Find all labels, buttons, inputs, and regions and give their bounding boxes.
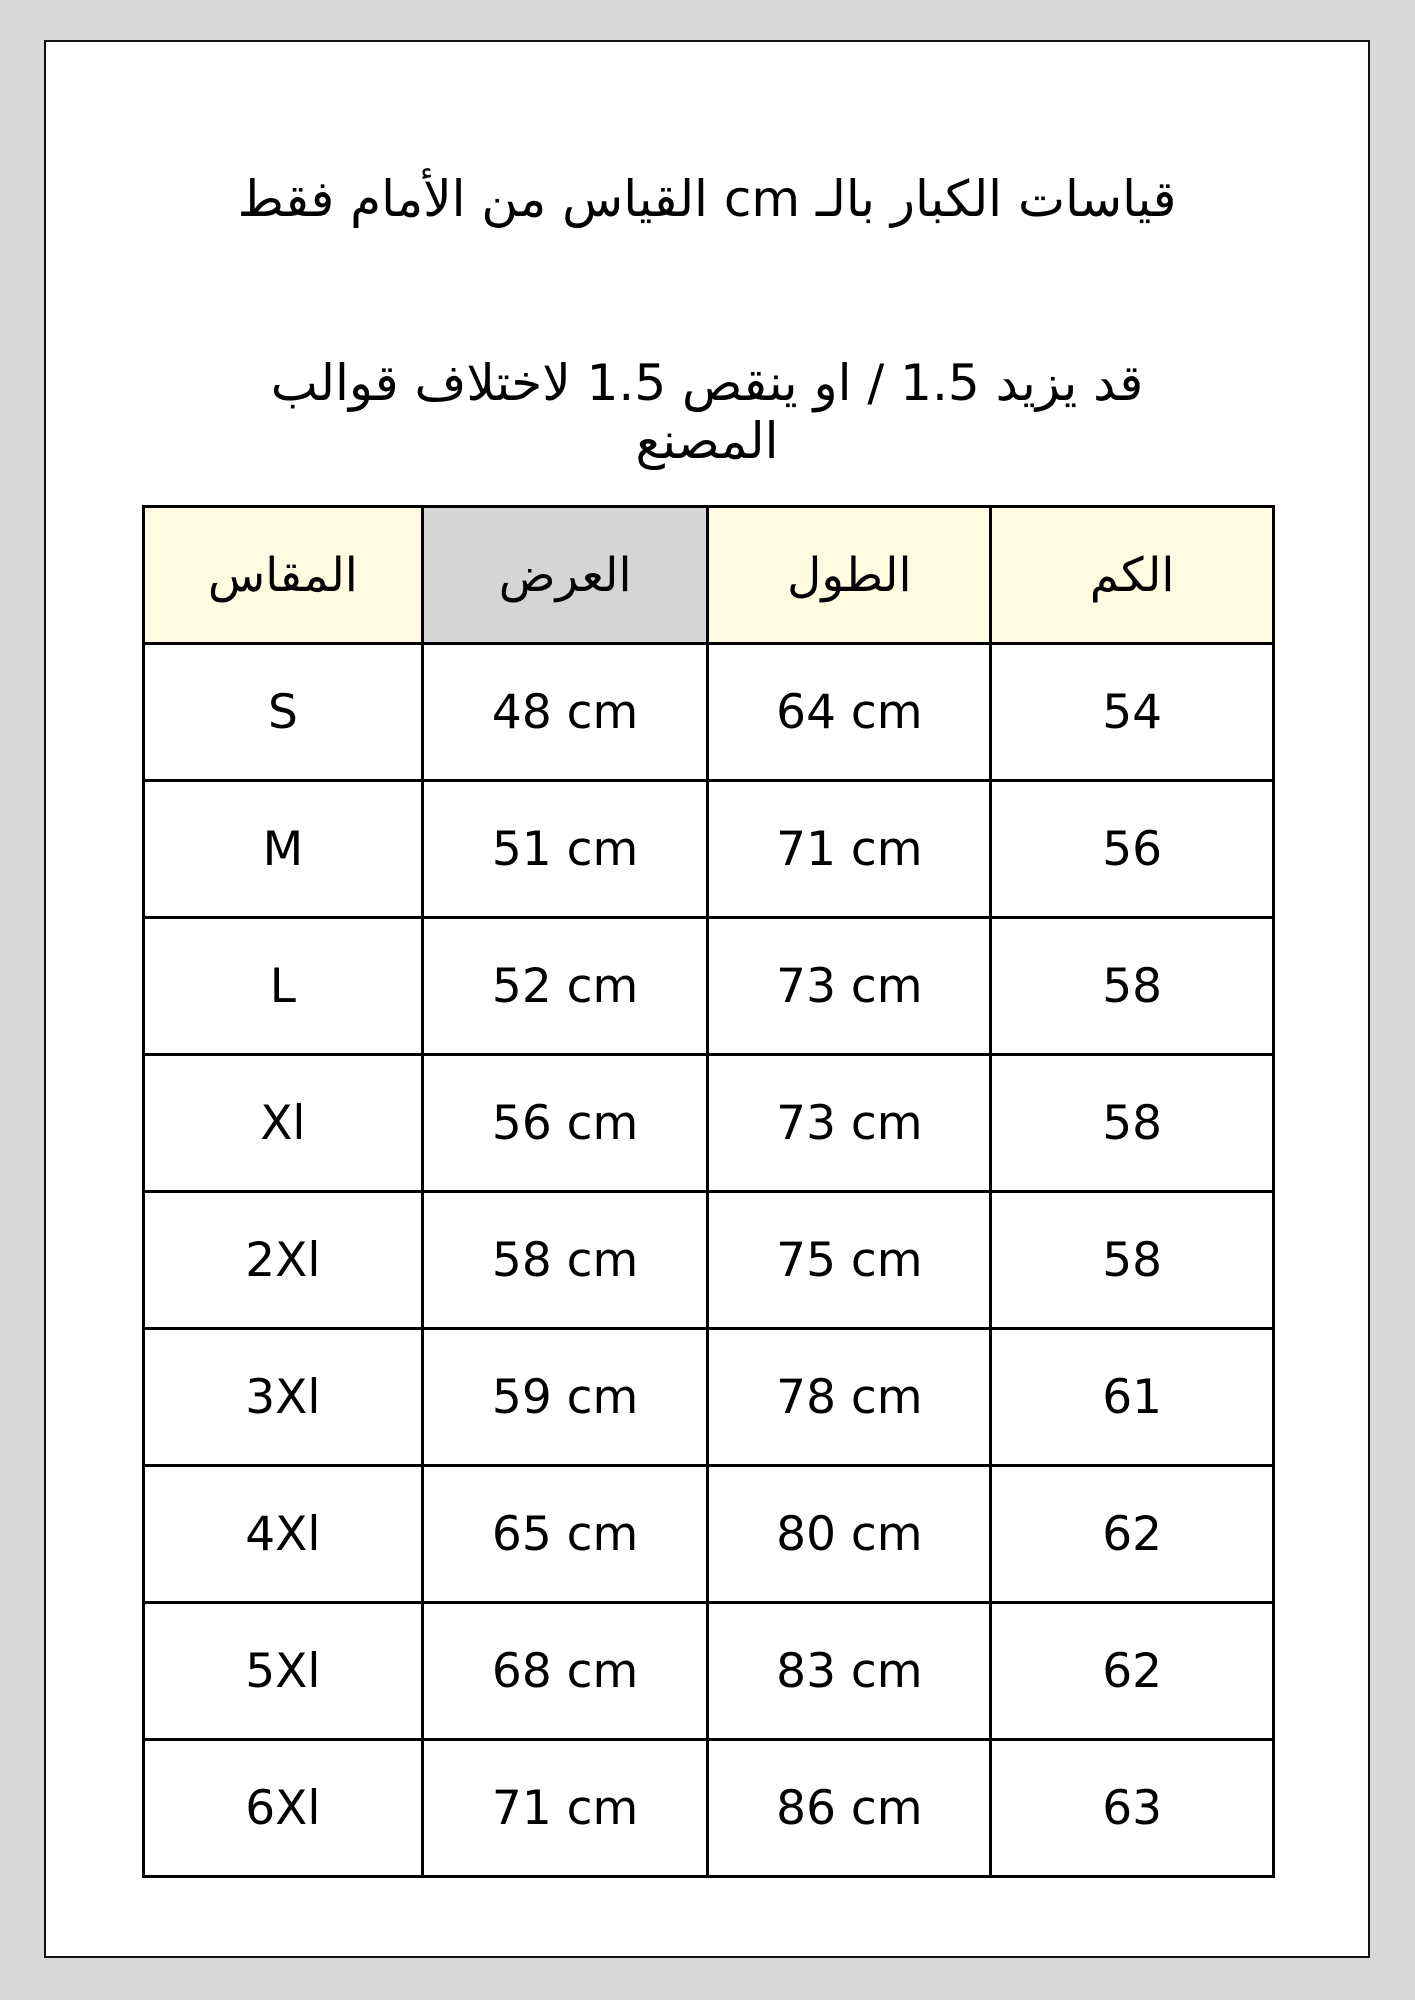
size-table	[142, 505, 1275, 1878]
cell-sleeve: 54	[991, 644, 1274, 781]
table-row	[144, 1603, 1274, 1740]
header-length: الطول	[708, 507, 991, 644]
cell-width: 52 cm	[422, 918, 708, 1055]
cell-sleeve: 62	[991, 1466, 1274, 1603]
cell-width: 68 cm	[422, 1603, 708, 1740]
cell-width: 56 cm	[422, 1055, 708, 1192]
table-header-row	[144, 507, 1274, 644]
cell-sleeve: 56	[991, 781, 1274, 918]
header-size: المقاس	[144, 507, 423, 644]
cell-sleeve: 61	[991, 1329, 1274, 1466]
cell-length: 78 cm	[708, 1329, 991, 1466]
cell-width: 51 cm	[422, 781, 708, 918]
page-title: قياسات الكبار بالـ cm القياس من الأمام فقط	[237, 170, 1177, 228]
cell-length: 71 cm	[708, 781, 991, 918]
cell-size: 6Xl	[144, 1740, 423, 1877]
cell-size: 5Xl	[144, 1603, 423, 1740]
cell-size: L	[144, 918, 423, 1055]
size-chart-sheet	[44, 40, 1370, 1958]
cell-length: 86 cm	[708, 1740, 991, 1877]
table-row	[144, 918, 1274, 1055]
table-row	[144, 781, 1274, 918]
cell-sleeve: 58	[991, 918, 1274, 1055]
header-width: العرض	[422, 507, 708, 644]
table-row	[144, 1329, 1274, 1466]
cell-sleeve: 58	[991, 1055, 1274, 1192]
header-sleeve: الكم	[991, 507, 1274, 644]
cell-width: 58 cm	[422, 1192, 708, 1329]
cell-size: 3Xl	[144, 1329, 423, 1466]
table-row	[144, 1055, 1274, 1192]
table-row	[144, 644, 1274, 781]
cell-length: 75 cm	[708, 1192, 991, 1329]
cell-length: 64 cm	[708, 644, 991, 781]
cell-width: 71 cm	[422, 1740, 708, 1877]
table-row	[144, 1192, 1274, 1329]
cell-size: S	[144, 644, 423, 781]
cell-length: 83 cm	[708, 1603, 991, 1740]
cell-sleeve: 63	[991, 1740, 1274, 1877]
cell-size: 2Xl	[144, 1192, 423, 1329]
cell-size: Xl	[144, 1055, 423, 1192]
cell-size: 4Xl	[144, 1466, 423, 1603]
cell-length: 80 cm	[708, 1466, 991, 1603]
tolerance-note: قد يزيد 1.5 / او ينقص 1.5 لاختلاف قوالب المصنع	[270, 354, 1144, 470]
cell-sleeve: 62	[991, 1603, 1274, 1740]
cell-size: M	[144, 781, 423, 918]
cell-length: 73 cm	[708, 1055, 991, 1192]
cell-width: 48 cm	[422, 644, 708, 781]
cell-width: 65 cm	[422, 1466, 708, 1603]
cell-length: 73 cm	[708, 918, 991, 1055]
cell-sleeve: 58	[991, 1192, 1274, 1329]
table-row	[144, 1466, 1274, 1603]
table-row	[144, 1740, 1274, 1877]
cell-width: 59 cm	[422, 1329, 708, 1466]
